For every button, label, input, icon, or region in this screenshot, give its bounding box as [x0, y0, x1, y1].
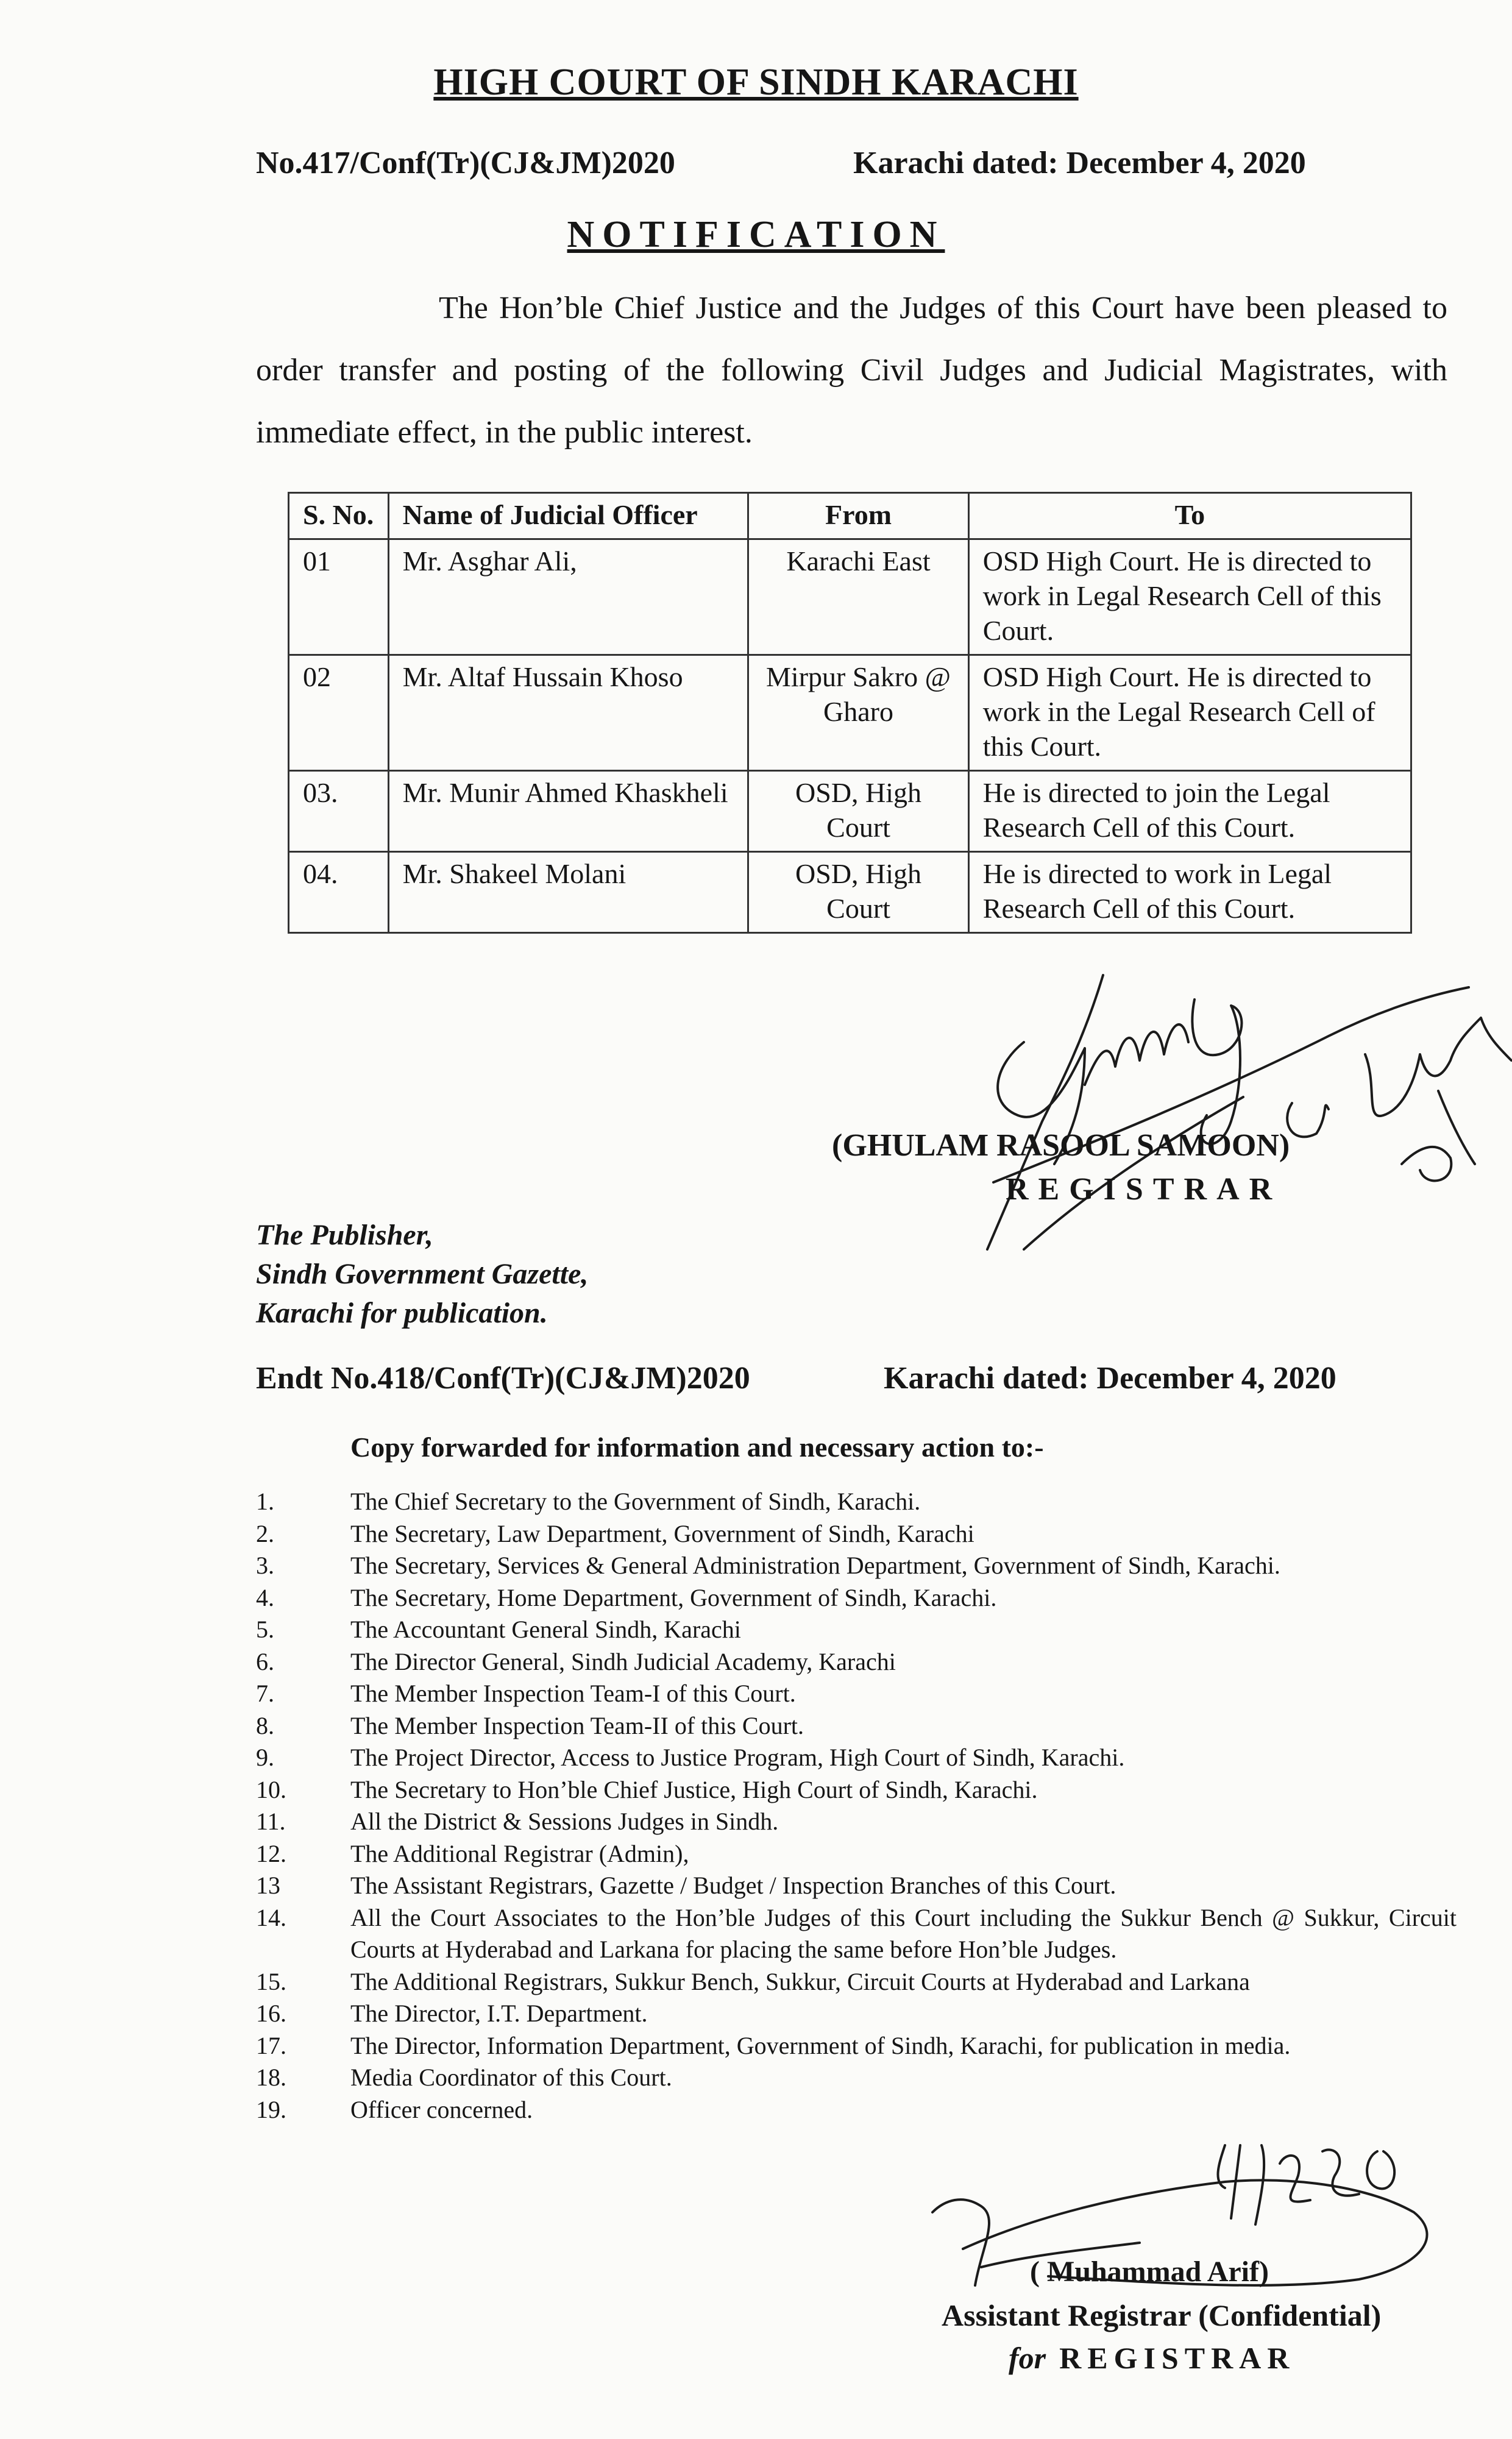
- cell-from: Karachi East: [748, 539, 969, 655]
- list-item-number: 18.: [256, 2064, 286, 2091]
- publisher-line: The Publisher,: [256, 1219, 433, 1251]
- table-row: [289, 655, 1411, 771]
- list-item: [256, 1998, 1457, 2030]
- publisher-line: Sindh Government Gazette,: [256, 1258, 589, 1290]
- list-item-number: 3.: [256, 1552, 274, 1579]
- list-item-number: 6.: [256, 1647, 274, 1675]
- cell-from: OSD, High Court: [748, 852, 969, 933]
- list-item-number: 15.: [256, 1967, 286, 1995]
- table-row: [289, 852, 1411, 933]
- list-item: [256, 1806, 1457, 1838]
- list-item: [256, 2094, 1457, 2126]
- list-item-text: The Secretary, Law Department, Government of Sindh, Karachi: [350, 1519, 974, 1547]
- cell-name: Mr. Shakeel Molani: [388, 852, 748, 933]
- cell-name: Mr. Munir Ahmed Khaskheli: [388, 771, 748, 852]
- list-item: [256, 1614, 1457, 1646]
- reference-number: No.417/Conf(Tr)(CJ&JM)2020: [256, 146, 675, 180]
- publisher-address: [256, 1216, 588, 1333]
- list-item-text: The Assistant Registrars, Gazette / Budget / Inspection Branches of this Court.: [350, 1872, 1116, 1899]
- list-item-text: The Project Director, Access to Justice Program, High Court of Sindh, Karachi.: [350, 1744, 1125, 1771]
- registrar-title: REGISTRAR: [1006, 1172, 1282, 1207]
- list-item-number: 9.: [256, 1744, 274, 1771]
- copy-forwarded-heading: Copy forwarded for information and necessary action to:-: [350, 1432, 1044, 1463]
- cell-sno: 04.: [289, 852, 389, 933]
- list-item: [256, 1838, 1457, 1870]
- table-row: [289, 771, 1411, 852]
- list-item-text: The Secretary to Hon’ble Chief Justice, High Court of Sindh, Karachi.: [350, 1775, 1038, 1803]
- list-item-number: 19.: [256, 2095, 286, 2123]
- list-item: [256, 1774, 1457, 1806]
- cell-sno: 01: [289, 539, 389, 655]
- court-title: HIGH COURT OF SINDH KARACHI: [433, 62, 1079, 103]
- header-from: From: [748, 493, 969, 539]
- list-item: [256, 1710, 1457, 1742]
- list-item-number: 4.: [256, 1583, 274, 1611]
- for-registrar: [1009, 2340, 1295, 2376]
- list-item: [256, 1966, 1457, 1998]
- list-item-text: The Director, Information Department, Government of Sindh, Karachi, for publication in media.: [350, 2031, 1291, 2059]
- assistant-registrar-title: Assistant Registrar (Confidential): [942, 2298, 1382, 2332]
- list-item: [256, 1486, 1457, 1518]
- list-item-text: The Accountant General Sindh, Karachi: [350, 1616, 741, 1643]
- list-item: [256, 1678, 1457, 1710]
- list-item-number: 10.: [256, 1775, 286, 1803]
- table-row: [289, 539, 1411, 655]
- list-item: [256, 1902, 1457, 1966]
- header-name: Name of Judicial Officer: [388, 493, 748, 539]
- cell-sno: 03.: [289, 771, 389, 852]
- cell-to: OSD High Court. He is directed to work in Legal Research Cell of this Court.: [968, 539, 1411, 655]
- list-item-text: The Additional Registrar (Admin),: [350, 1839, 689, 1867]
- list-item: [256, 1518, 1457, 1550]
- list-item: [256, 1646, 1457, 1678]
- notification-date: Karachi dated: December 4, 2020: [853, 146, 1306, 180]
- list-item-number: 1.: [256, 1488, 274, 1515]
- list-item-text: The Member Inspection Team-I of this Court.: [350, 1680, 796, 1707]
- list-item-number: 14.: [256, 1903, 286, 1931]
- list-item-text: All the District & Sessions Judges in Sindh.: [350, 1808, 779, 1835]
- list-item-number: 7.: [256, 1680, 274, 1707]
- cell-name: Mr. Altaf Hussain Khoso: [388, 655, 748, 771]
- distribution-list: [256, 1486, 1457, 2126]
- list-item-number: 13: [256, 1872, 280, 1899]
- list-item: [256, 1582, 1457, 1614]
- list-item-number: 5.: [256, 1616, 274, 1643]
- list-item: [256, 2062, 1457, 2094]
- list-item-text: The Additional Registrars, Sukkur Bench, Sukkur, Circuit Courts at Hyderabad and Larkana: [350, 1967, 1250, 1995]
- table-header-row: [289, 493, 1411, 539]
- cell-from: OSD, High Court: [748, 771, 969, 852]
- list-item: [256, 1550, 1457, 1582]
- endorsement-date: Karachi dated: December 4, 2020: [884, 1361, 1336, 1396]
- list-item-number: 2.: [256, 1519, 274, 1547]
- list-item-number: 17.: [256, 2031, 286, 2059]
- endorsement-number: Endt No.418/Conf(Tr)(CJ&JM)2020: [256, 1361, 750, 1396]
- notification-body: The Hon’ble Chief Justice and the Judges of this Court have been pleased to order transfer and posting of the following Civil Judges and Judicial Magistrates, with immediate effect, in the public interest.: [256, 291, 1447, 450]
- cell-from: Mirpur Sakro @ Gharo: [748, 655, 969, 771]
- for-word: for: [1009, 2341, 1046, 2375]
- list-item-text: The Chief Secretary to the Government of Sindh, Karachi.: [350, 1488, 921, 1515]
- list-item: [256, 1742, 1457, 1774]
- header-to: To: [968, 493, 1411, 539]
- posting-table: [288, 492, 1412, 934]
- list-item-number: 16.: [256, 2000, 286, 2027]
- cell-to: He is directed to join the Legal Research Cell of this Court.: [968, 771, 1411, 852]
- list-item-text: Media Coordinator of this Court.: [350, 2064, 672, 2091]
- list-item-number: 12.: [256, 1839, 286, 1867]
- list-item-text: The Secretary, Services & General Administration Department, Government of Sindh, Karachi.: [350, 1552, 1280, 1579]
- cell-to: He is directed to work in Legal Research Cell of this Court.: [968, 852, 1411, 933]
- list-item: [256, 1870, 1457, 1902]
- cell-sno: 02: [289, 655, 389, 771]
- publisher-line: Karachi for publication.: [256, 1297, 548, 1329]
- cell-to: OSD High Court. He is directed to work in the Legal Research Cell of this Court.: [968, 655, 1411, 771]
- registrar-name: (GHULAM RASOOL SAMOON): [832, 1128, 1290, 1163]
- list-item-text: The Member Inspection Team-II of this Court.: [350, 1711, 804, 1739]
- list-item: [256, 2030, 1457, 2062]
- list-item-number: 11.: [256, 1808, 286, 1835]
- header-sno: S. No.: [289, 493, 389, 539]
- list-item-number: 8.: [256, 1711, 274, 1739]
- list-item-text: Officer concerned.: [350, 2095, 533, 2123]
- list-item-text: The Director, I.T. Department.: [350, 2000, 648, 2027]
- notification-title: NOTIFICATION: [567, 214, 945, 255]
- list-item-text: The Secretary, Home Department, Government of Sindh, Karachi.: [350, 1583, 997, 1611]
- cell-name: Mr. Asghar Ali,: [388, 539, 748, 655]
- list-item-text: All the Court Associates to the Hon’ble Judges of this Court including the Sukkur Bench @ Sukkur, Circuit Courts at Hyderabad and Larkana for placing the same before Hon’ble Judges.: [350, 1903, 1457, 1963]
- for-office: REGISTRAR: [1059, 2341, 1296, 2375]
- list-item-text: The Director General, Sindh Judicial Academy, Karachi: [350, 1647, 896, 1675]
- assistant-registrar-name: ( Muhammad Arif): [1030, 2256, 1269, 2288]
